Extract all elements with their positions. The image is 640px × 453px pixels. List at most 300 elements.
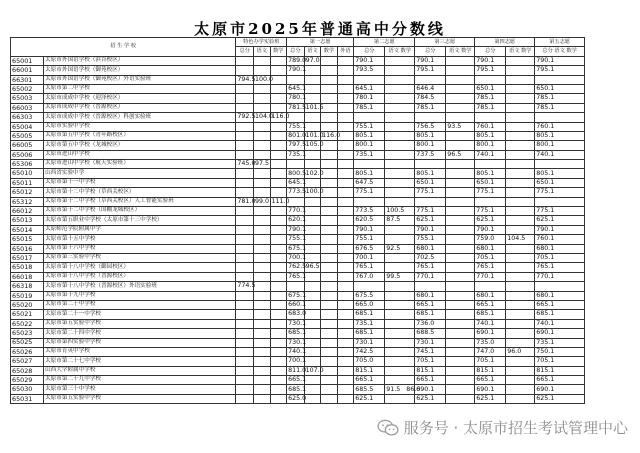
choice-total: 815.1 [475,366,506,375]
first-choice-foreign [337,385,354,394]
special-score [254,216,271,225]
choice-subject [446,169,475,178]
choice-total: 767.0 [354,272,385,281]
choice-total: 685.1 [475,310,506,319]
fifth-choice-total: 650.1 [535,84,585,93]
special-score [236,150,254,159]
table-row [11,282,585,291]
fifth-choice-total: 740.1 [535,150,585,159]
school-code: 65029 [11,376,44,385]
special-score: 111.0 [271,197,290,205]
special-score [236,66,254,75]
choice-subject [506,291,535,300]
first-choice-foreign [337,56,354,65]
first-choice-foreign [337,94,354,103]
fifth-choice-total [535,282,585,291]
first-choice-foreign [337,329,354,338]
choice-total: 735.1 [354,150,385,159]
first-choice-foreign [337,338,354,347]
choice-subject [385,103,415,112]
choice-subject [385,310,415,319]
first-choice-foreign [337,122,354,131]
wechat-icon [377,419,399,437]
school-code: 65006 [11,150,44,159]
special-score [236,263,254,272]
choice-total: 805.1 [354,169,385,178]
special-score [254,366,271,375]
watermark [377,417,628,438]
choice-subject: 96.0 [506,347,535,356]
special-score [270,225,287,234]
table-row [11,244,585,253]
choice-total: 773.5 [354,207,385,216]
school-code: 65030 [11,385,44,394]
choice-total: 765.1 [415,263,446,272]
choice-subject [506,141,535,150]
choice-subject [446,160,475,169]
choice-total: 680.1 [475,291,506,300]
score-table [10,37,585,404]
special-score [254,357,271,366]
fifth-choice-total: 800.1 [535,141,585,150]
table-row [11,225,585,234]
choice-subject [506,300,535,309]
choice-subject [385,225,415,234]
choice-subject [446,178,475,187]
first-choice-score [321,338,338,347]
table-row [11,300,585,309]
choice-total [354,197,385,206]
choice-total: 740.1 [475,319,506,328]
special-score [236,131,254,140]
choice-subject [446,310,475,319]
special-score [236,300,254,309]
fifth-choice-total: 785.1 [535,94,585,103]
first-choice-foreign [337,225,354,234]
school-code: 65021 [11,310,44,319]
choice-subject [446,329,475,338]
first-choice-score [304,75,321,84]
special-score [254,244,271,253]
choice-total: 745.1 [415,347,446,356]
fifth-choice-total [535,113,585,122]
first-choice-foreign [337,347,354,356]
special-score [270,253,287,262]
fifth-choice-total: 705.1 [535,253,585,262]
school-name: 太原市第五职业中学校（太原市第十三中学校） [44,216,236,225]
choice-subject [446,253,475,262]
table-row [11,122,585,131]
choice-total: 747.0 [475,347,506,356]
choice-total [415,197,446,206]
choice-subject [506,197,535,206]
choice-subject: 92.5 [385,244,415,253]
table-row [11,150,585,159]
school-code: 65017 [11,253,44,262]
fifth-choice-total: 760.1 [535,122,585,131]
first-choice-score [304,160,321,169]
school-code: 66005 [11,141,44,150]
school-name: 太原市外国语学校（御苑校区） [44,66,236,75]
fifth-choice-total [535,197,585,206]
special-score [254,225,271,234]
first-choice-score [304,329,321,338]
choice-subject [385,160,415,169]
choice-total: 785.1 [354,103,385,112]
first-choice-score [321,66,338,75]
first-choice-score: 700.1 [288,357,307,365]
choice-subject [506,188,535,197]
school-code: 65014 [11,225,44,234]
first-choice-score: 762.5 [288,263,307,271]
choice-total: 775.1 [475,207,506,216]
school-code: 66318 [11,282,44,291]
table-row [11,385,585,394]
fifth-choice-total: 790.1 [535,56,585,65]
choice-total: 765.1 [354,263,385,272]
fifth-choice-total: 795.1 [535,66,585,75]
first-choice-foreign [337,66,354,75]
choice-subject [385,319,415,328]
choice-subject [446,188,475,197]
sub-header: 总分 [475,47,506,56]
choice-subject: 93.5 [446,122,475,131]
special-score [270,263,287,272]
school-name: 太原市第五中学校（龙城校区） [44,141,236,150]
fifth-choice-total: 785.1 [535,103,585,112]
choice-subject [506,113,535,122]
first-choice-score: 765.1 [288,272,307,280]
first-choice-score [321,263,338,272]
choice-total: 685.1 [415,310,446,319]
choice-total: 645.1 [354,84,385,93]
special-score [270,235,287,244]
special-score [236,122,254,131]
special-score [254,169,271,178]
first-choice-score [304,66,321,75]
first-choice-foreign [337,113,354,122]
first-choice-score: 107.0 [305,366,324,374]
choice-total: 702.5 [415,253,446,262]
special-score [270,207,287,216]
first-choice-foreign [337,141,354,150]
fifth-choice-total: 680.1 [535,244,585,253]
first-choice-score [304,113,321,122]
special-score [270,347,287,356]
choice-subject [506,131,535,140]
first-choice-foreign [337,75,354,84]
choice-total: 800.1 [354,141,385,150]
school-code: 66303 [11,113,44,122]
choice-subject [385,253,415,262]
first-choice-score [321,225,338,234]
special-score: 97.5 [255,160,270,168]
choice-subject [446,291,475,300]
special-score [270,338,287,347]
fifth-choice-total: 750.1 [535,347,585,356]
school-name: 太原市第五实验中学校 [44,394,236,403]
choice-total: 650.1 [475,178,506,187]
choice-subject [385,113,415,122]
special-score [254,131,271,140]
choice-total: 690.1 [475,329,506,338]
school-code: 65028 [11,366,44,375]
table-row [11,291,585,300]
special-score [236,244,254,253]
special-score [270,319,287,328]
first-choice-foreign [337,300,354,309]
choice-total: 688.5 [415,329,446,338]
choice-subject [446,225,475,234]
special-score [270,131,287,140]
special-score [270,272,287,281]
school-name: 太原市成成中学校（晋源校区）科创实验班 [44,113,236,122]
first-choice-foreign [337,160,354,169]
first-choice-score [304,94,321,103]
first-choice-score [304,225,321,234]
school-name: 太原市第二十七中学校 [44,357,236,366]
choice-subject [446,56,475,65]
special-score [270,366,287,375]
first-choice-score: 811.0 [288,366,307,374]
choice-total: 805.1 [415,131,446,140]
first-choice-foreign [337,310,354,319]
first-choice-score [321,235,338,244]
choice-total: 700.1 [354,253,385,262]
school-code: 65022 [11,319,44,328]
first-choice-score: 675.1 [288,244,307,252]
sub-header: 外语 [337,47,354,56]
special-score [270,282,287,291]
choice-subject [385,169,415,178]
choice-subject [506,66,535,75]
choice-subject [506,310,535,319]
choice-total: 647.5 [354,178,385,187]
first-choice-score: 685.1 [288,385,307,393]
first-choice-score [304,310,321,319]
first-choice-score [304,253,321,262]
choice-total: 795.1 [475,66,506,75]
special-score: 99.0 [255,197,270,205]
choice-subject [446,376,475,385]
choice-total: 755.1 [354,122,385,131]
special-score [270,216,287,225]
table-row [11,235,585,244]
school-code: 65002 [11,84,44,93]
choice-subject: 91.5 86.0 [386,385,421,393]
choice-subject [506,225,535,234]
fifth-choice-total: 685.1 [535,310,585,319]
first-choice-score [304,385,321,394]
choice-total: 665.1 [415,376,446,385]
group-fourth-header: 第四志愿 [475,38,535,47]
choice-subject [446,66,475,75]
first-choice-score [321,272,338,281]
special-score [236,376,254,385]
choice-total: 805.1 [475,169,506,178]
special-score [236,94,254,103]
choice-subject [506,178,535,187]
table-row [11,394,585,403]
choice-subject [385,300,415,309]
school-name: 太原市外国语学校（滨谷校区） [44,56,236,65]
special-score: 794.5 [237,75,256,83]
choice-total: 735.0 [475,338,506,347]
fifth-choice-total: 805.1 [535,169,585,178]
school-code: 65011 [11,178,44,187]
school-name: 太原市第二十四中学校 [44,329,236,338]
school-code: 66001 [11,66,44,75]
special-score [236,103,254,112]
first-choice-score [304,216,321,225]
table-row [11,253,585,262]
special-score [270,394,287,403]
fifth-choice-total: 690.1 [535,329,585,338]
special-score [236,338,254,347]
choice-subject: 87.5 [385,216,415,225]
school-name: 太原市第二十九中学校 [44,376,236,385]
first-choice-score: 101.0 [305,131,324,139]
special-score [270,169,287,178]
school-name: 太原市第十六中学校 [44,244,236,253]
first-choice-foreign [337,282,354,291]
special-score [270,150,287,159]
choice-subject [385,56,415,65]
first-choice-score [304,272,321,281]
choice-subject [506,263,535,272]
choice-subject [446,338,475,347]
choice-total: 625.1 [415,394,446,403]
choice-total: 775.1 [415,188,446,197]
fifth-choice-total: 775.1 [535,207,585,216]
special-score [254,282,271,291]
special-score [236,394,254,403]
special-score [254,338,271,347]
special-score [270,56,287,65]
choice-total: 815.1 [415,366,446,375]
choice-total: 780.1 [354,94,385,103]
first-choice-score: 105.0 [305,141,324,149]
choice-total: 790.1 [354,56,385,65]
special-score [270,329,287,338]
fifth-choice-total: 665.1 [535,300,585,309]
first-choice-score [321,84,338,93]
choice-subject [506,75,535,84]
first-choice-score [304,178,321,187]
first-choice-score: 755.1 [288,235,307,243]
first-choice-score [304,338,321,347]
school-code: 65005 [11,131,44,140]
first-choice-score [321,197,338,206]
first-choice-score [321,122,338,131]
special-score [254,263,271,272]
special-score [236,253,254,262]
first-choice-score: 620.1 [288,216,307,224]
school-name: 太原市育英中学校 [44,347,236,356]
choice-total: 705.1 [415,357,446,366]
first-choice-score [304,282,321,291]
special-score [236,357,254,366]
special-score [270,178,287,187]
school-code: 65003 [11,94,44,103]
choice-total: 800.1 [415,141,446,150]
special-score [254,150,271,159]
school-name: 太原市实验中学校 [44,122,236,131]
choice-subject [506,216,535,225]
first-choice-score: 700.1 [288,254,307,262]
choice-subject [446,357,475,366]
choice-subject [385,178,415,187]
special-score [254,207,271,216]
special-score [236,235,254,244]
first-choice-score [321,376,338,385]
choice-total: 775.1 [354,188,385,197]
first-choice-foreign [337,216,354,225]
choice-total: 760.1 [475,122,506,131]
table-row [11,338,585,347]
choice-total: 805.1 [354,131,385,140]
table-row [11,376,585,385]
special-score [254,235,271,244]
special-score [254,329,271,338]
school-code: 65306 [11,160,44,169]
sub-header: 数学 [270,47,287,56]
table-row [11,56,585,65]
special-score [254,291,271,300]
choice-total: 680.1 [475,244,506,253]
school-name: 太原市成成中学校（晋源校区） [44,103,236,112]
choice-total: 735.1 [354,319,385,328]
choice-subject [385,75,415,84]
choice-total: 790.1 [475,56,506,65]
choice-subject [446,94,475,103]
choice-total: 790.1 [354,225,385,234]
special-score [236,169,254,178]
choice-subject [385,150,415,159]
choice-subject [446,84,475,93]
special-score [254,253,271,262]
choice-total: 755.1 [354,235,385,244]
sub-header: 总分 [415,47,446,56]
school-code: 65020 [11,300,44,309]
table-row [11,319,585,328]
sub-header: 语文 数学 [446,47,475,56]
school-code: 65026 [11,347,44,356]
special-score [270,300,287,309]
choice-total: 705.1 [475,253,506,262]
choice-total: 665.1 [415,300,446,309]
group-special-header: 特色办学实验班 [236,38,287,47]
first-choice-score [304,244,321,253]
special-score [254,94,271,103]
fifth-choice-total: 815.1 [535,366,585,375]
school-code: 65027 [11,357,44,366]
first-choice-foreign [337,169,354,178]
choice-subject: 96.5 [446,150,475,159]
first-choice-score: 101.5 [305,103,324,111]
choice-total: 740.1 [475,150,506,159]
choice-subject [385,347,415,356]
choice-total: 625.1 [475,394,506,403]
fifth-choice-total: 625.1 [535,216,585,225]
fifth-choice-total: 790.1 [535,225,585,234]
special-score [236,178,254,187]
choice-total: 625.1 [415,216,446,225]
choice-total: 690.1 [475,385,506,394]
choice-total: 705.0 [354,357,385,366]
first-choice-foreign [337,357,354,366]
first-choice-score: 789.0 [288,56,307,64]
